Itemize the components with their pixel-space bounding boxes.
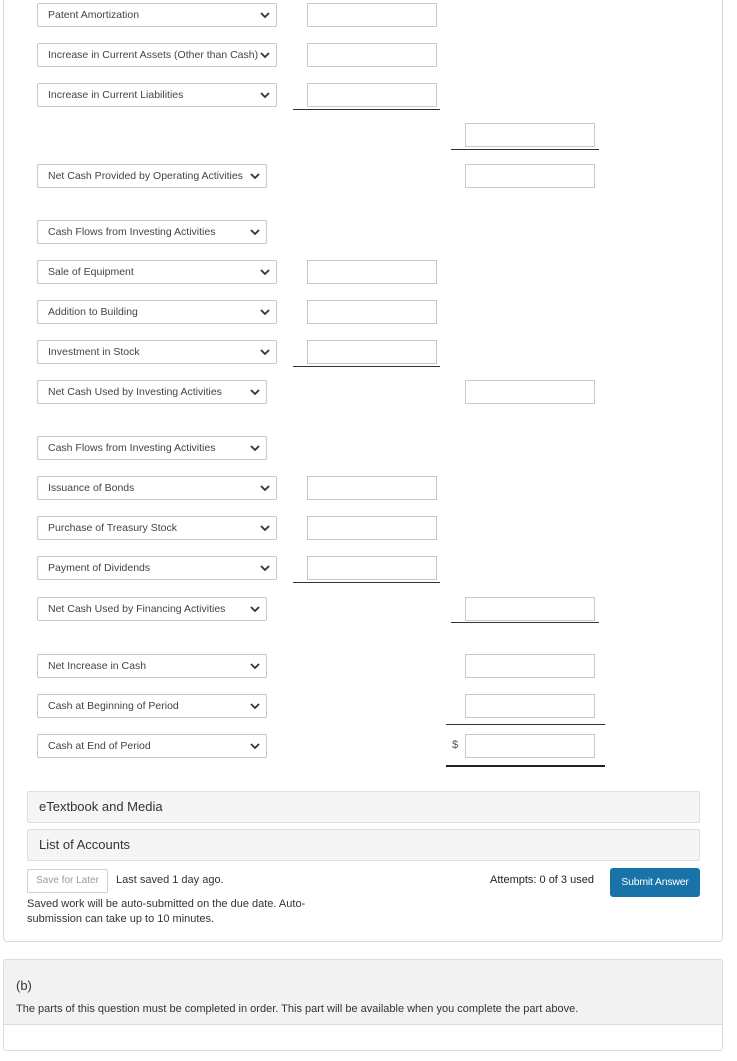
submit-answer-button[interactable]: [610, 868, 700, 897]
select-label: Cash at Beginning of Period: [48, 700, 179, 712]
subtotal-underline: [293, 366, 440, 367]
select-label: Increase in Current Assets (Other than Cash): [48, 49, 259, 61]
amount-input-patent-amortization[interactable]: [307, 3, 437, 27]
amount-input-addition-to-building[interactable]: [307, 300, 437, 324]
part-b-label: (b): [16, 978, 32, 993]
save-label: Save for Later: [36, 875, 99, 886]
subtotal-underline: [451, 622, 599, 623]
select-label: Cash at End of Period: [48, 740, 151, 752]
chevron-down-icon: [249, 441, 261, 455]
part-b-panel: [3, 959, 723, 1025]
subtotal-underline: [293, 109, 440, 110]
amount-input-cash-beginning[interactable]: [465, 694, 595, 718]
currency-symbol: $: [452, 739, 459, 751]
amount-input-investment-in-stock[interactable]: [307, 340, 437, 364]
select-label: Cash Flows from Investing Activities: [48, 226, 216, 238]
amount-input-issuance-of-bonds[interactable]: [307, 476, 437, 500]
attempts-counter: Attempts: 0 of 3 used: [490, 874, 594, 886]
list-of-accounts-link[interactable]: [27, 829, 700, 861]
account-select-net-cash-investing[interactable]: [37, 380, 267, 404]
select-label: Net Cash Used by Financing Activities: [48, 603, 226, 615]
chevron-down-icon: [249, 739, 261, 753]
chevron-down-icon: [249, 602, 261, 616]
select-label: Sale of Equipment: [48, 266, 134, 278]
etextbook-label: eTextbook and Media: [39, 799, 163, 814]
select-label: Increase in Current Liabilities: [48, 89, 184, 101]
select-label: Investment in Stock: [48, 346, 140, 358]
select-label: Net Cash Used by Investing Activities: [48, 386, 222, 398]
account-select-cash-end[interactable]: [37, 734, 267, 758]
amount-input-net-cash-financing[interactable]: [465, 597, 595, 621]
account-select-patent-amortization[interactable]: [37, 3, 277, 27]
last-saved-text: Last saved 1 day ago.: [116, 874, 224, 886]
amount-input-purchase-treasury-stock[interactable]: [307, 516, 437, 540]
chevron-down-icon: [259, 88, 271, 102]
amount-input-net-cash-operating[interactable]: [465, 164, 595, 188]
save-for-later-button[interactable]: [27, 869, 108, 893]
amount-input-sale-of-equipment[interactable]: [307, 260, 437, 284]
account-select-investing-heading[interactable]: [37, 220, 267, 244]
account-select-net-cash-financing[interactable]: [37, 597, 267, 621]
chevron-down-icon: [249, 699, 261, 713]
account-select-cash-beginning[interactable]: [37, 694, 267, 718]
subtotal-underline: [293, 582, 440, 583]
chevron-down-icon: [259, 48, 271, 62]
amount-input-increase-current-assets[interactable]: [307, 43, 437, 67]
etextbook-media-link[interactable]: [27, 791, 700, 823]
amount-input-increase-current-liabilities[interactable]: [307, 83, 437, 107]
select-label: Issuance of Bonds: [48, 482, 135, 494]
amount-input-net-cash-investing[interactable]: [465, 380, 595, 404]
chevron-down-icon: [259, 481, 271, 495]
amount-input-payment-of-dividends[interactable]: [307, 556, 437, 580]
select-label: Patent Amortization: [48, 9, 140, 21]
list-of-accounts-label: List of Accounts: [39, 837, 131, 852]
amount-input-cash-end[interactable]: [465, 734, 595, 758]
select-label: Addition to Building: [48, 306, 138, 318]
select-label: Net Increase in Cash: [48, 660, 147, 672]
part-b-footer: [3, 1025, 723, 1051]
chevron-down-icon: [259, 521, 271, 535]
select-label: Payment of Dividends: [48, 562, 151, 574]
chevron-down-icon: [249, 169, 261, 183]
chevron-down-icon: [249, 659, 261, 673]
chevron-down-icon: [259, 8, 271, 22]
account-select-issuance-of-bonds[interactable]: [37, 476, 277, 500]
chevron-down-icon: [259, 265, 271, 279]
account-select-payment-of-dividends[interactable]: [37, 556, 277, 580]
double-underline: [446, 765, 605, 767]
chevron-down-icon: [259, 345, 271, 359]
account-select-financing-heading[interactable]: [37, 436, 267, 460]
account-select-increase-current-assets[interactable]: [37, 43, 277, 67]
select-label: Net Cash Provided by Operating Activities: [48, 170, 243, 182]
account-select-addition-to-building[interactable]: [37, 300, 277, 324]
account-select-sale-of-equipment[interactable]: [37, 260, 277, 284]
chevron-down-icon: [259, 305, 271, 319]
account-select-purchase-treasury-stock[interactable]: [37, 516, 277, 540]
account-select-net-cash-operating[interactable]: [37, 164, 267, 188]
account-select-increase-current-liabilities[interactable]: [37, 83, 277, 107]
account-select-investment-in-stock[interactable]: [37, 340, 277, 364]
auto-submit-notice: Saved work will be auto-submitted on the due date. Auto-submission can take up to 10 minutes.: [27, 898, 306, 925]
account-select-net-increase-in-cash[interactable]: [37, 654, 267, 678]
part-b-message: The parts of this question must be completed in order. This part will be available when you complete the part above.: [16, 1003, 579, 1015]
chevron-down-icon: [249, 385, 261, 399]
select-label: Cash Flows from Investing Activities: [48, 442, 216, 454]
subtotal-underline: [451, 149, 599, 150]
amount-input-net-increase-in-cash[interactable]: [465, 654, 595, 678]
select-label: Purchase of Treasury Stock: [48, 522, 177, 534]
submit-label: Submit Answer: [621, 876, 689, 888]
subtotal-underline: [446, 724, 605, 725]
chevron-down-icon: [249, 225, 261, 239]
subtotal-input-operating[interactable]: [465, 123, 595, 147]
chevron-down-icon: [259, 561, 271, 575]
